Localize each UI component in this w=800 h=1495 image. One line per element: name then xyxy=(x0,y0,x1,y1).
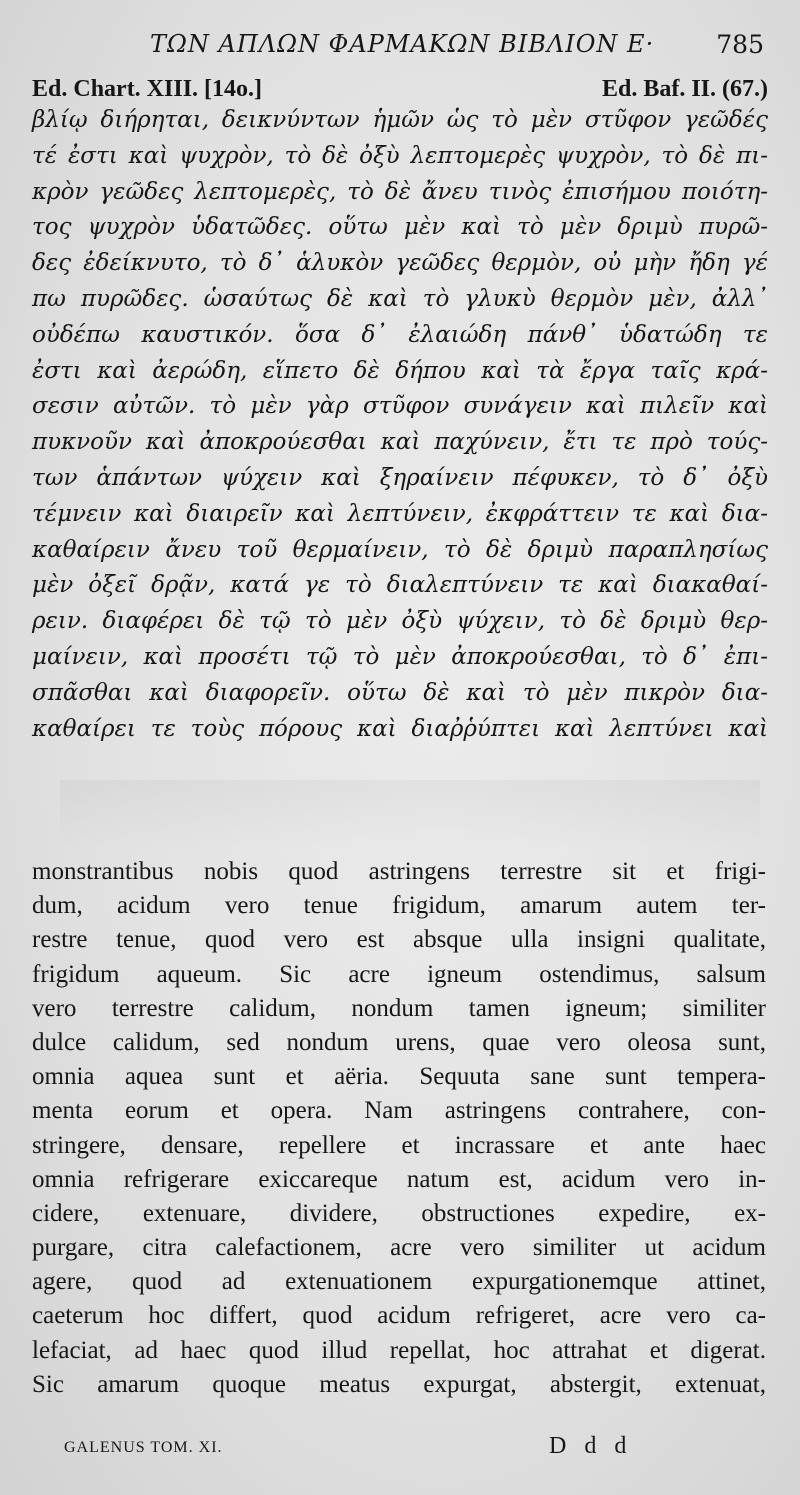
volume-label: GALENUS TOM. XI. xyxy=(64,1439,223,1456)
greek-line: σεσιν αὐτῶν. τὸ μὲν γὰρ στῦφον συνάγειν καὶ πιλεῖν καὶ xyxy=(32,393,768,420)
latin-line: monstrantibus nobis quod astringens terrestre sit et frigi- xyxy=(32,858,766,885)
latin-line: lefaciat, ad haec quod illud repellat, hoc attrahat et digerat. xyxy=(32,1336,766,1364)
latin-line: Sic amarum quoque meatus expurgat, abstergit, extenuat, xyxy=(32,1370,766,1398)
latin-line: stringere, densare, repellere et incrassare et ante haec xyxy=(32,1131,766,1159)
edition-line xyxy=(32,76,768,106)
greek-line: μαίνειν, καὶ προσέτι τῷ τὸ μὲν ἀποκρούεσθαι, τὸ δ᾽ ἐπι- xyxy=(32,643,768,670)
greek-line: οὐδέπω καυστικόν. ὅσα δ᾽ ἐλαιώδη πάνθ᾽ ὑδατώδη τε xyxy=(32,321,768,348)
page-number: 785 xyxy=(716,30,764,59)
greek-line: μὲν ὀξεῖ δρᾷν, κατά γε τὸ διαλεπτύνειν τε καὶ διακαθαί- xyxy=(32,572,768,599)
latin-line: vero terrestre calidum, nondum tamen igneum; similiter xyxy=(32,994,766,1022)
latin-line: dulce calidum, sed nondum urens, quae vero oleosa sunt, xyxy=(32,1028,766,1056)
greek-line: καθαίρειν ἄνευ τοῦ θερμαίνειν, τὸ δὲ δριμὺ παραπλησίως xyxy=(32,536,768,563)
latin-line: dum, acidum vero tenue frigidum, amarum autem ter- xyxy=(32,892,766,920)
latin-line: cidere, extenuare, dividere, obstructiones expedire, ex- xyxy=(32,1199,766,1227)
greek-line: πυκνοῦν καὶ ἀποκρούεσθαι καὶ παχύνειν, ἔτι τε πρὸ τούς- xyxy=(32,429,768,456)
latin-line: purgare, citra calefactionem, acre vero similiter ut acidum xyxy=(32,1234,766,1262)
greek-line: ἐστι καὶ ἀερώδη, εἵπετο δὲ δήπου καὶ τὰ ἔργα ταῖς κρά- xyxy=(32,357,768,384)
latin-line: caeterum hoc differt, quod acidum refrigeret, acre vero ca- xyxy=(32,1302,766,1330)
greek-line: τέμνειν καὶ διαιρεῖν καὶ λεπτύνειν, ἐκφράττειν τε καὶ δια- xyxy=(32,500,768,527)
edition-basel: Ed. Baf. II. (67.) xyxy=(601,76,768,102)
greek-line: τέ ἐστι καὶ ψυχρὸν, τὸ δὲ ὀξὺ λεπτομερὲς ψυχρὸν, τὸ δὲ πι- xyxy=(32,142,768,169)
greek-line: σπᾶσθαι καὶ διαφορεῖν. οὕτω δὲ καὶ τὸ μὲν πικρὸν δια- xyxy=(32,679,768,706)
signature-mark: D d d xyxy=(549,1433,633,1459)
latin-line: agere, quod ad extenuationem expurgationemque attinet, xyxy=(32,1268,766,1296)
bleed-through-shadow xyxy=(60,780,760,850)
greek-line: βλίῳ διήρηται, δεικνύντων ἡμῶν ὡς τὸ μὲν στῦφον γεῶδές xyxy=(32,107,768,133)
latin-line: menta eorum et opera. Nam astringens contrahere, con- xyxy=(32,1097,766,1125)
greek-line: πω πυρῶδες. ὡσαύτως δὲ καὶ τὸ γλυκὺ θερμὸν μὲν, ἀλλ᾽ xyxy=(32,285,768,312)
edition-chartier: Ed. Chart. XIII. [14o.] xyxy=(32,76,263,102)
running-title: ΤΩΝ ΑΠΛΩΝ ΦΑΡΜΑΚΩΝ ΒΙΒΛΙΟΝ Ε· xyxy=(150,30,655,58)
latin-line: restre tenue, quod vero est absque ulla insigni qualitate, xyxy=(32,926,766,954)
latin-text-block xyxy=(32,855,766,1402)
latin-line: frigidum aqueum. Sic acre igneum ostendimus, salsum xyxy=(32,960,766,988)
greek-line: δες ἐδείκνυτο, τὸ δ᾽ ἁλυκὸν γεῶδες θερμὸν, οὐ μὴν ἤδη γέ xyxy=(32,250,768,277)
greek-line: τος ψυχρὸν ὑδατῶδες. οὕτω μὲν καὶ τὸ μὲν δριμὺ πυρῶ- xyxy=(32,214,768,241)
latin-line: omnia refrigerare exiccareque natum est, acidum vero in- xyxy=(32,1165,766,1193)
page-footer xyxy=(0,1433,800,1463)
greek-text-block xyxy=(32,103,768,747)
greek-line: καθαίρει τε τοὺς πόρους καὶ διαῤῥύπτει καὶ λεπτύνει καὶ xyxy=(32,715,768,742)
running-head xyxy=(0,30,800,62)
latin-line: omnia aquea sunt et aëria. Sequuta sane sunt tempera- xyxy=(32,1063,766,1091)
greek-line: των ἁπάντων ψύχειν καὶ ξηραίνειν πέφυκεν, τὸ δ᾽ ὀξὺ xyxy=(32,464,768,491)
greek-line: ρειν. διαφέρει δὲ τῷ τὸ μὲν ὀξὺ ψύχειν, τὸ δὲ δριμὺ θερ- xyxy=(32,608,768,635)
greek-line: κρὸν γεῶδες λεπτομερὲς, τὸ δὲ ἄνευ τινὸς ἐπισήμου ποιότη- xyxy=(32,178,768,205)
